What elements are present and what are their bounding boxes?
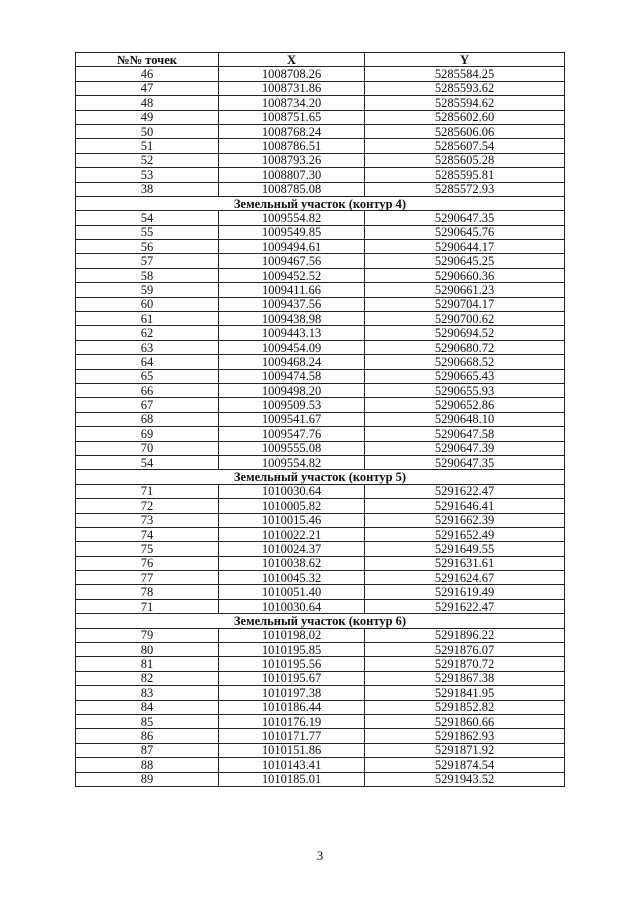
- point-number-cell: 72: [76, 499, 219, 513]
- y-coordinate-cell: 5290655.93: [365, 383, 565, 397]
- point-number-cell: 69: [76, 427, 219, 441]
- point-number-cell: 87: [76, 743, 219, 757]
- y-coordinate-cell: 5291943.52: [365, 772, 565, 786]
- x-coordinate-cell: 1009443.13: [219, 326, 365, 340]
- y-coordinate-cell: 5290665.43: [365, 369, 565, 383]
- point-number-cell: 54: [76, 211, 219, 225]
- y-coordinate-cell: 5290645.76: [365, 225, 565, 239]
- table-row: [76, 758, 565, 772]
- table-row: [76, 312, 565, 326]
- point-number-cell: 86: [76, 729, 219, 743]
- x-coordinate-cell: 1010038.62: [219, 556, 365, 570]
- y-coordinate-cell: 5291896.22: [365, 628, 565, 642]
- table-row: [76, 81, 565, 95]
- point-number-cell: 76: [76, 556, 219, 570]
- y-coordinate-cell: 5290644.17: [365, 240, 565, 254]
- y-coordinate-cell: 5291862.93: [365, 729, 565, 743]
- x-coordinate-cell: 1010143.41: [219, 758, 365, 772]
- point-number-cell: 65: [76, 369, 219, 383]
- y-coordinate-cell: 5285607.54: [365, 139, 565, 153]
- x-coordinate-cell: 1010197.38: [219, 686, 365, 700]
- y-coordinate-cell: 5285572.93: [365, 182, 565, 196]
- table-row: [76, 124, 565, 138]
- x-coordinate-cell: 1010015.46: [219, 513, 365, 527]
- table-row: [76, 182, 565, 196]
- point-number-cell: 58: [76, 268, 219, 282]
- table-row: [76, 355, 565, 369]
- table-body: [76, 67, 565, 787]
- y-coordinate-cell: 5290694.52: [365, 326, 565, 340]
- x-coordinate-cell: 1010005.82: [219, 499, 365, 513]
- x-coordinate-cell: 1009468.24: [219, 355, 365, 369]
- y-coordinate-cell: 5291876.07: [365, 643, 565, 657]
- point-number-cell: 46: [76, 67, 219, 81]
- y-coordinate-cell: 5291871.92: [365, 743, 565, 757]
- x-coordinate-cell: 1009411.66: [219, 283, 365, 297]
- x-coordinate-cell: 1010045.32: [219, 571, 365, 585]
- point-number-cell: 55: [76, 225, 219, 239]
- point-number-cell: 74: [76, 527, 219, 541]
- x-coordinate-cell: 1010030.64: [219, 599, 365, 613]
- y-coordinate-cell: 5290652.86: [365, 398, 565, 412]
- x-coordinate-cell: 1010195.85: [219, 643, 365, 657]
- x-coordinate-cell: 1009467.56: [219, 254, 365, 268]
- table-row: [76, 110, 565, 124]
- table-row: [76, 743, 565, 757]
- table-row: [76, 340, 565, 354]
- x-coordinate-cell: 1009549.85: [219, 225, 365, 239]
- table-row: [76, 714, 565, 728]
- x-coordinate-cell: 1010185.01: [219, 772, 365, 786]
- x-coordinate-cell: 1009554.82: [219, 211, 365, 225]
- table-row: [76, 628, 565, 642]
- y-coordinate-cell: 5290647.39: [365, 441, 565, 455]
- y-coordinate-cell: 5291662.39: [365, 513, 565, 527]
- table-row: [76, 729, 565, 743]
- x-coordinate-cell: 1009547.76: [219, 427, 365, 441]
- x-coordinate-cell: 1009438.98: [219, 312, 365, 326]
- y-coordinate-cell: 5291867.38: [365, 671, 565, 685]
- table-row: [76, 283, 565, 297]
- point-number-cell: 79: [76, 628, 219, 642]
- x-coordinate-cell: 1009541.67: [219, 412, 365, 426]
- table-row: [76, 499, 565, 513]
- y-coordinate-cell: 5285606.06: [365, 124, 565, 138]
- y-coordinate-cell: 5290660.36: [365, 268, 565, 282]
- x-coordinate-cell: 1010186.44: [219, 700, 365, 714]
- table-row: [76, 643, 565, 657]
- table-row: [76, 225, 565, 239]
- x-coordinate-cell: 1009454.09: [219, 340, 365, 354]
- point-number-cell: 54: [76, 455, 219, 469]
- section-title: Земельный участок (контур 4): [76, 196, 565, 210]
- point-number-cell: 38: [76, 182, 219, 196]
- y-coordinate-cell: 5285595.81: [365, 168, 565, 182]
- point-number-cell: 73: [76, 513, 219, 527]
- x-coordinate-cell: 1009498.20: [219, 383, 365, 397]
- y-coordinate-cell: 5290647.35: [365, 455, 565, 469]
- point-number-cell: 63: [76, 340, 219, 354]
- table-row: [76, 441, 565, 455]
- table-row: [76, 585, 565, 599]
- point-number-cell: 50: [76, 124, 219, 138]
- point-number-cell: 80: [76, 643, 219, 657]
- x-coordinate-cell: 1008786.51: [219, 139, 365, 153]
- x-coordinate-cell: 1009509.53: [219, 398, 365, 412]
- table-row: [76, 326, 565, 340]
- y-coordinate-cell: 5291622.47: [365, 484, 565, 498]
- header-y: Y: [365, 53, 565, 67]
- y-coordinate-cell: 5290647.35: [365, 211, 565, 225]
- point-number-cell: 89: [76, 772, 219, 786]
- point-number-cell: 71: [76, 484, 219, 498]
- section-header-row: [76, 470, 565, 484]
- table-row: [76, 556, 565, 570]
- y-coordinate-cell: 5291624.67: [365, 571, 565, 585]
- x-coordinate-cell: 1009554.82: [219, 455, 365, 469]
- y-coordinate-cell: 5291646.41: [365, 499, 565, 513]
- point-number-cell: 52: [76, 153, 219, 167]
- point-number-cell: 66: [76, 383, 219, 397]
- point-number-cell: 47: [76, 81, 219, 95]
- y-coordinate-cell: 5291860.66: [365, 714, 565, 728]
- x-coordinate-cell: 1010151.86: [219, 743, 365, 757]
- y-coordinate-cell: 5285594.62: [365, 96, 565, 110]
- section-title: Земельный участок (контур 6): [76, 614, 565, 628]
- point-number-cell: 56: [76, 240, 219, 254]
- y-coordinate-cell: 5290668.52: [365, 355, 565, 369]
- point-number-cell: 84: [76, 700, 219, 714]
- y-coordinate-cell: 5291841.95: [365, 686, 565, 700]
- y-coordinate-cell: 5291652.49: [365, 527, 565, 541]
- y-coordinate-cell: 5285602.60: [365, 110, 565, 124]
- y-coordinate-cell: 5290700.62: [365, 312, 565, 326]
- x-coordinate-cell: 1010176.19: [219, 714, 365, 728]
- x-coordinate-cell: 1009494.61: [219, 240, 365, 254]
- table-row: [76, 542, 565, 556]
- x-coordinate-cell: 1010024.37: [219, 542, 365, 556]
- y-coordinate-cell: 5291619.49: [365, 585, 565, 599]
- table-row: [76, 527, 565, 541]
- point-number-cell: 59: [76, 283, 219, 297]
- table-row: [76, 427, 565, 441]
- y-coordinate-cell: 5291874.54: [365, 758, 565, 772]
- x-coordinate-cell: 1009437.56: [219, 297, 365, 311]
- point-number-cell: 68: [76, 412, 219, 426]
- table-row: [76, 657, 565, 671]
- y-coordinate-cell: 5285593.62: [365, 81, 565, 95]
- table-row: [76, 168, 565, 182]
- table-row: [76, 671, 565, 685]
- table-row: [76, 139, 565, 153]
- table-row: [76, 383, 565, 397]
- table-row: [76, 240, 565, 254]
- point-number-cell: 75: [76, 542, 219, 556]
- table-row: [76, 686, 565, 700]
- point-number-cell: 62: [76, 326, 219, 340]
- section-header-row: [76, 614, 565, 628]
- x-coordinate-cell: 1008807.30: [219, 168, 365, 182]
- point-number-cell: 48: [76, 96, 219, 110]
- point-number-cell: 64: [76, 355, 219, 369]
- header-point-number: №№ точек: [76, 53, 219, 67]
- table-row: [76, 297, 565, 311]
- point-number-cell: 53: [76, 168, 219, 182]
- x-coordinate-cell: 1010171.77: [219, 729, 365, 743]
- y-coordinate-cell: 5290647.58: [365, 427, 565, 441]
- page-number: 3: [316, 848, 324, 863]
- y-coordinate-cell: 5290704.17: [365, 297, 565, 311]
- section-header-row: [76, 196, 565, 210]
- point-number-cell: 61: [76, 312, 219, 326]
- y-coordinate-cell: 5290661.23: [365, 283, 565, 297]
- point-number-cell: 57: [76, 254, 219, 268]
- point-number-cell: 82: [76, 671, 219, 685]
- point-number-cell: 70: [76, 441, 219, 455]
- x-coordinate-cell: 1010030.64: [219, 484, 365, 498]
- table-header-row: [76, 53, 565, 67]
- x-coordinate-cell: 1008785.08: [219, 182, 365, 196]
- point-number-cell: 51: [76, 139, 219, 153]
- point-number-cell: 49: [76, 110, 219, 124]
- table-row: [76, 268, 565, 282]
- x-coordinate-cell: 1010051.40: [219, 585, 365, 599]
- point-number-cell: 71: [76, 599, 219, 613]
- x-coordinate-cell: 1008751.65: [219, 110, 365, 124]
- section-title: Земельный участок (контур 5): [76, 470, 565, 484]
- x-coordinate-cell: 1008793.26: [219, 153, 365, 167]
- y-coordinate-cell: 5291631.61: [365, 556, 565, 570]
- point-number-cell: 81: [76, 657, 219, 671]
- table-row: [76, 96, 565, 110]
- point-number-cell: 83: [76, 686, 219, 700]
- x-coordinate-cell: 1009452.52: [219, 268, 365, 282]
- y-coordinate-cell: 5285584.25: [365, 67, 565, 81]
- coordinates-table: [75, 52, 565, 787]
- table-row: [76, 369, 565, 383]
- table-row: [76, 398, 565, 412]
- table-row: [76, 513, 565, 527]
- x-coordinate-cell: 1010198.02: [219, 628, 365, 642]
- x-coordinate-cell: 1008768.24: [219, 124, 365, 138]
- table-row: [76, 153, 565, 167]
- table-row: [76, 484, 565, 498]
- table-row: [76, 455, 565, 469]
- x-coordinate-cell: 1010022.21: [219, 527, 365, 541]
- x-coordinate-cell: 1008731.86: [219, 81, 365, 95]
- table-row: [76, 599, 565, 613]
- point-number-cell: 67: [76, 398, 219, 412]
- table-row: [76, 254, 565, 268]
- x-coordinate-cell: 1008708.26: [219, 67, 365, 81]
- y-coordinate-cell: 5291622.47: [365, 599, 565, 613]
- table-row: [76, 772, 565, 786]
- y-coordinate-cell: 5290680.72: [365, 340, 565, 354]
- y-coordinate-cell: 5291649.55: [365, 542, 565, 556]
- point-number-cell: 77: [76, 571, 219, 585]
- point-number-cell: 78: [76, 585, 219, 599]
- header-x: X: [219, 53, 365, 67]
- x-coordinate-cell: 1008734.20: [219, 96, 365, 110]
- table-row: [76, 571, 565, 585]
- table-row: [76, 67, 565, 81]
- point-number-cell: 88: [76, 758, 219, 772]
- table-row: [76, 412, 565, 426]
- x-coordinate-cell: 1010195.56: [219, 657, 365, 671]
- x-coordinate-cell: 1009555.08: [219, 441, 365, 455]
- y-coordinate-cell: 5291852.82: [365, 700, 565, 714]
- y-coordinate-cell: 5290645.25: [365, 254, 565, 268]
- table-row: [76, 700, 565, 714]
- y-coordinate-cell: 5285605.28: [365, 153, 565, 167]
- point-number-cell: 60: [76, 297, 219, 311]
- y-coordinate-cell: 5290648.10: [365, 412, 565, 426]
- table-row: [76, 211, 565, 225]
- y-coordinate-cell: 5291870.72: [365, 657, 565, 671]
- point-number-cell: 85: [76, 714, 219, 728]
- x-coordinate-cell: 1010195.67: [219, 671, 365, 685]
- x-coordinate-cell: 1009474.58: [219, 369, 365, 383]
